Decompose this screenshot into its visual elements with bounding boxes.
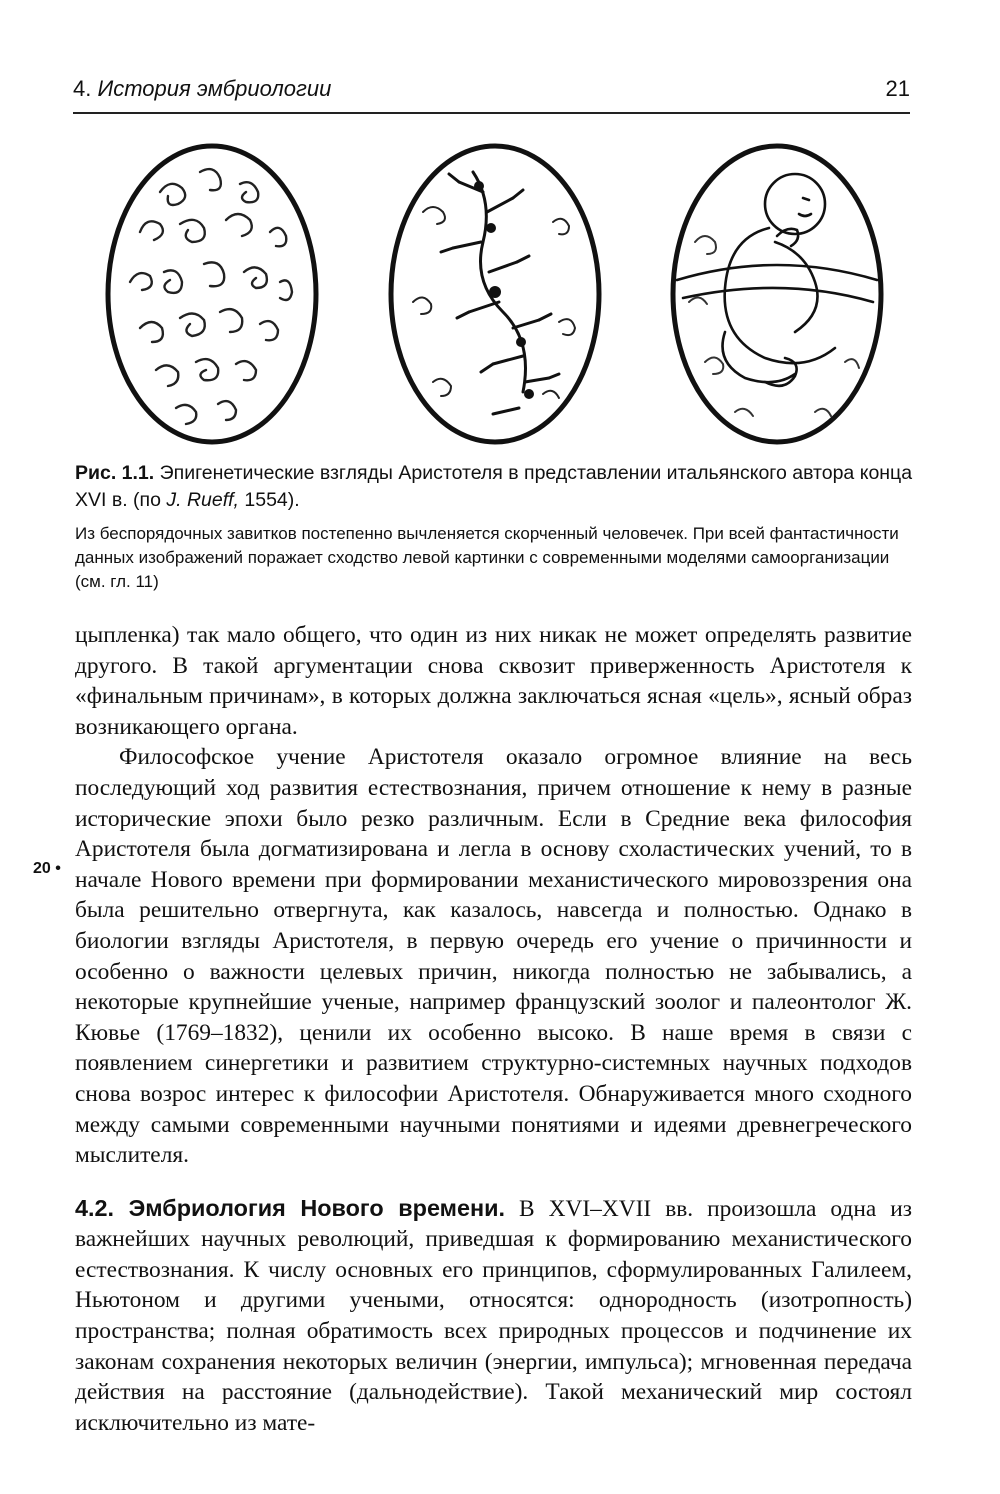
egg-branching-illustration — [383, 132, 608, 450]
caption-main: Рис. 1.1. Эпигенетические взгляды Аристотеля в представлении итальянского автора конца XVI в. (по J. Rueff, 1554). — [75, 462, 913, 511]
figure-label: Рис. 1.1. — [75, 462, 155, 484]
figure-caption — [75, 460, 915, 594]
paragraph-2: Философское учение Аристотеля оказало огромное влияние на весь последующий ход развития естествознания, причем отношение к нему в разные исторические эпохи было резко различным. Если в Средние века философия Аристотеля была догматизирована и легла в основу схоластических учений, то в начале Нового времени при формировании механистического мировоззрения она была решительно отвергнута, как казалось, навсегда и полностью. Однако в биологии взгляды Аристотеля, в первую очередь его учение о причинности и особенно о важности целевых причин, никогда полностью не забывались, а некоторые крупнейшие ученые, например французский зоолог и палеонтолог Ж. Кювье (1769–1832), ценили их особенно высоко. В наше время в связи с появлением синергетики и развитием структурно-системных научных подходов снова возрос интерес к философии Аристотеля. Обнаруживается много сходного между самыми современными научными понятиями и идеями древнегреческого мыслителя. — [75, 744, 912, 1169]
egg-homunculus-illustration — [665, 132, 890, 450]
chapter-title: 4. История эмбриологии — [73, 76, 332, 101]
running-header — [73, 76, 910, 114]
figure-eggs — [100, 132, 890, 452]
page-number: 21 — [885, 76, 910, 101]
margin-marker: 20 • — [33, 860, 61, 877]
citation-author: J. Rueff, — [166, 489, 239, 511]
paragraph-1: цыпленка) так мало общего, что один из них никак не может определять развитие другого. В такой аргументации снова сквозит приверженность Аристотеля к «финальным причинам», в которых должна заключаться ясная «цель», ясный образ возникающего органа. — [75, 622, 912, 740]
section-heading: 4.2. Эмбриология Нового времени. — [75, 1194, 505, 1221]
caption-note: Из беспорядочных завитков постепенно вычленяется скорченный человечек. При всей фантастичности данных изображений поражает сходство левой картинки с современными моделями самоорганизации (см. гл. 11) — [75, 524, 899, 591]
body-text — [75, 620, 912, 1438]
paragraph-3: 4.2. Эмбриология Нового времени. В XVI–XVII вв. произошла одна из важнейших научных революций, приведшая к формированию механистического естествознания. К числу основных его принципов, сформулированных Галилеем, Ньютоном и другими учеными, относятся: однородность (изотропность) пространства; полная обратимость всех природных процессов и подчинение их законам сохранения некоторых величин (энергии, импульса); мгновенная передача действия на расстояние (дальнодействие). Такой механический мир состоял исключительно из мате- — [75, 1194, 912, 1436]
egg-swirls-illustration — [100, 132, 325, 450]
